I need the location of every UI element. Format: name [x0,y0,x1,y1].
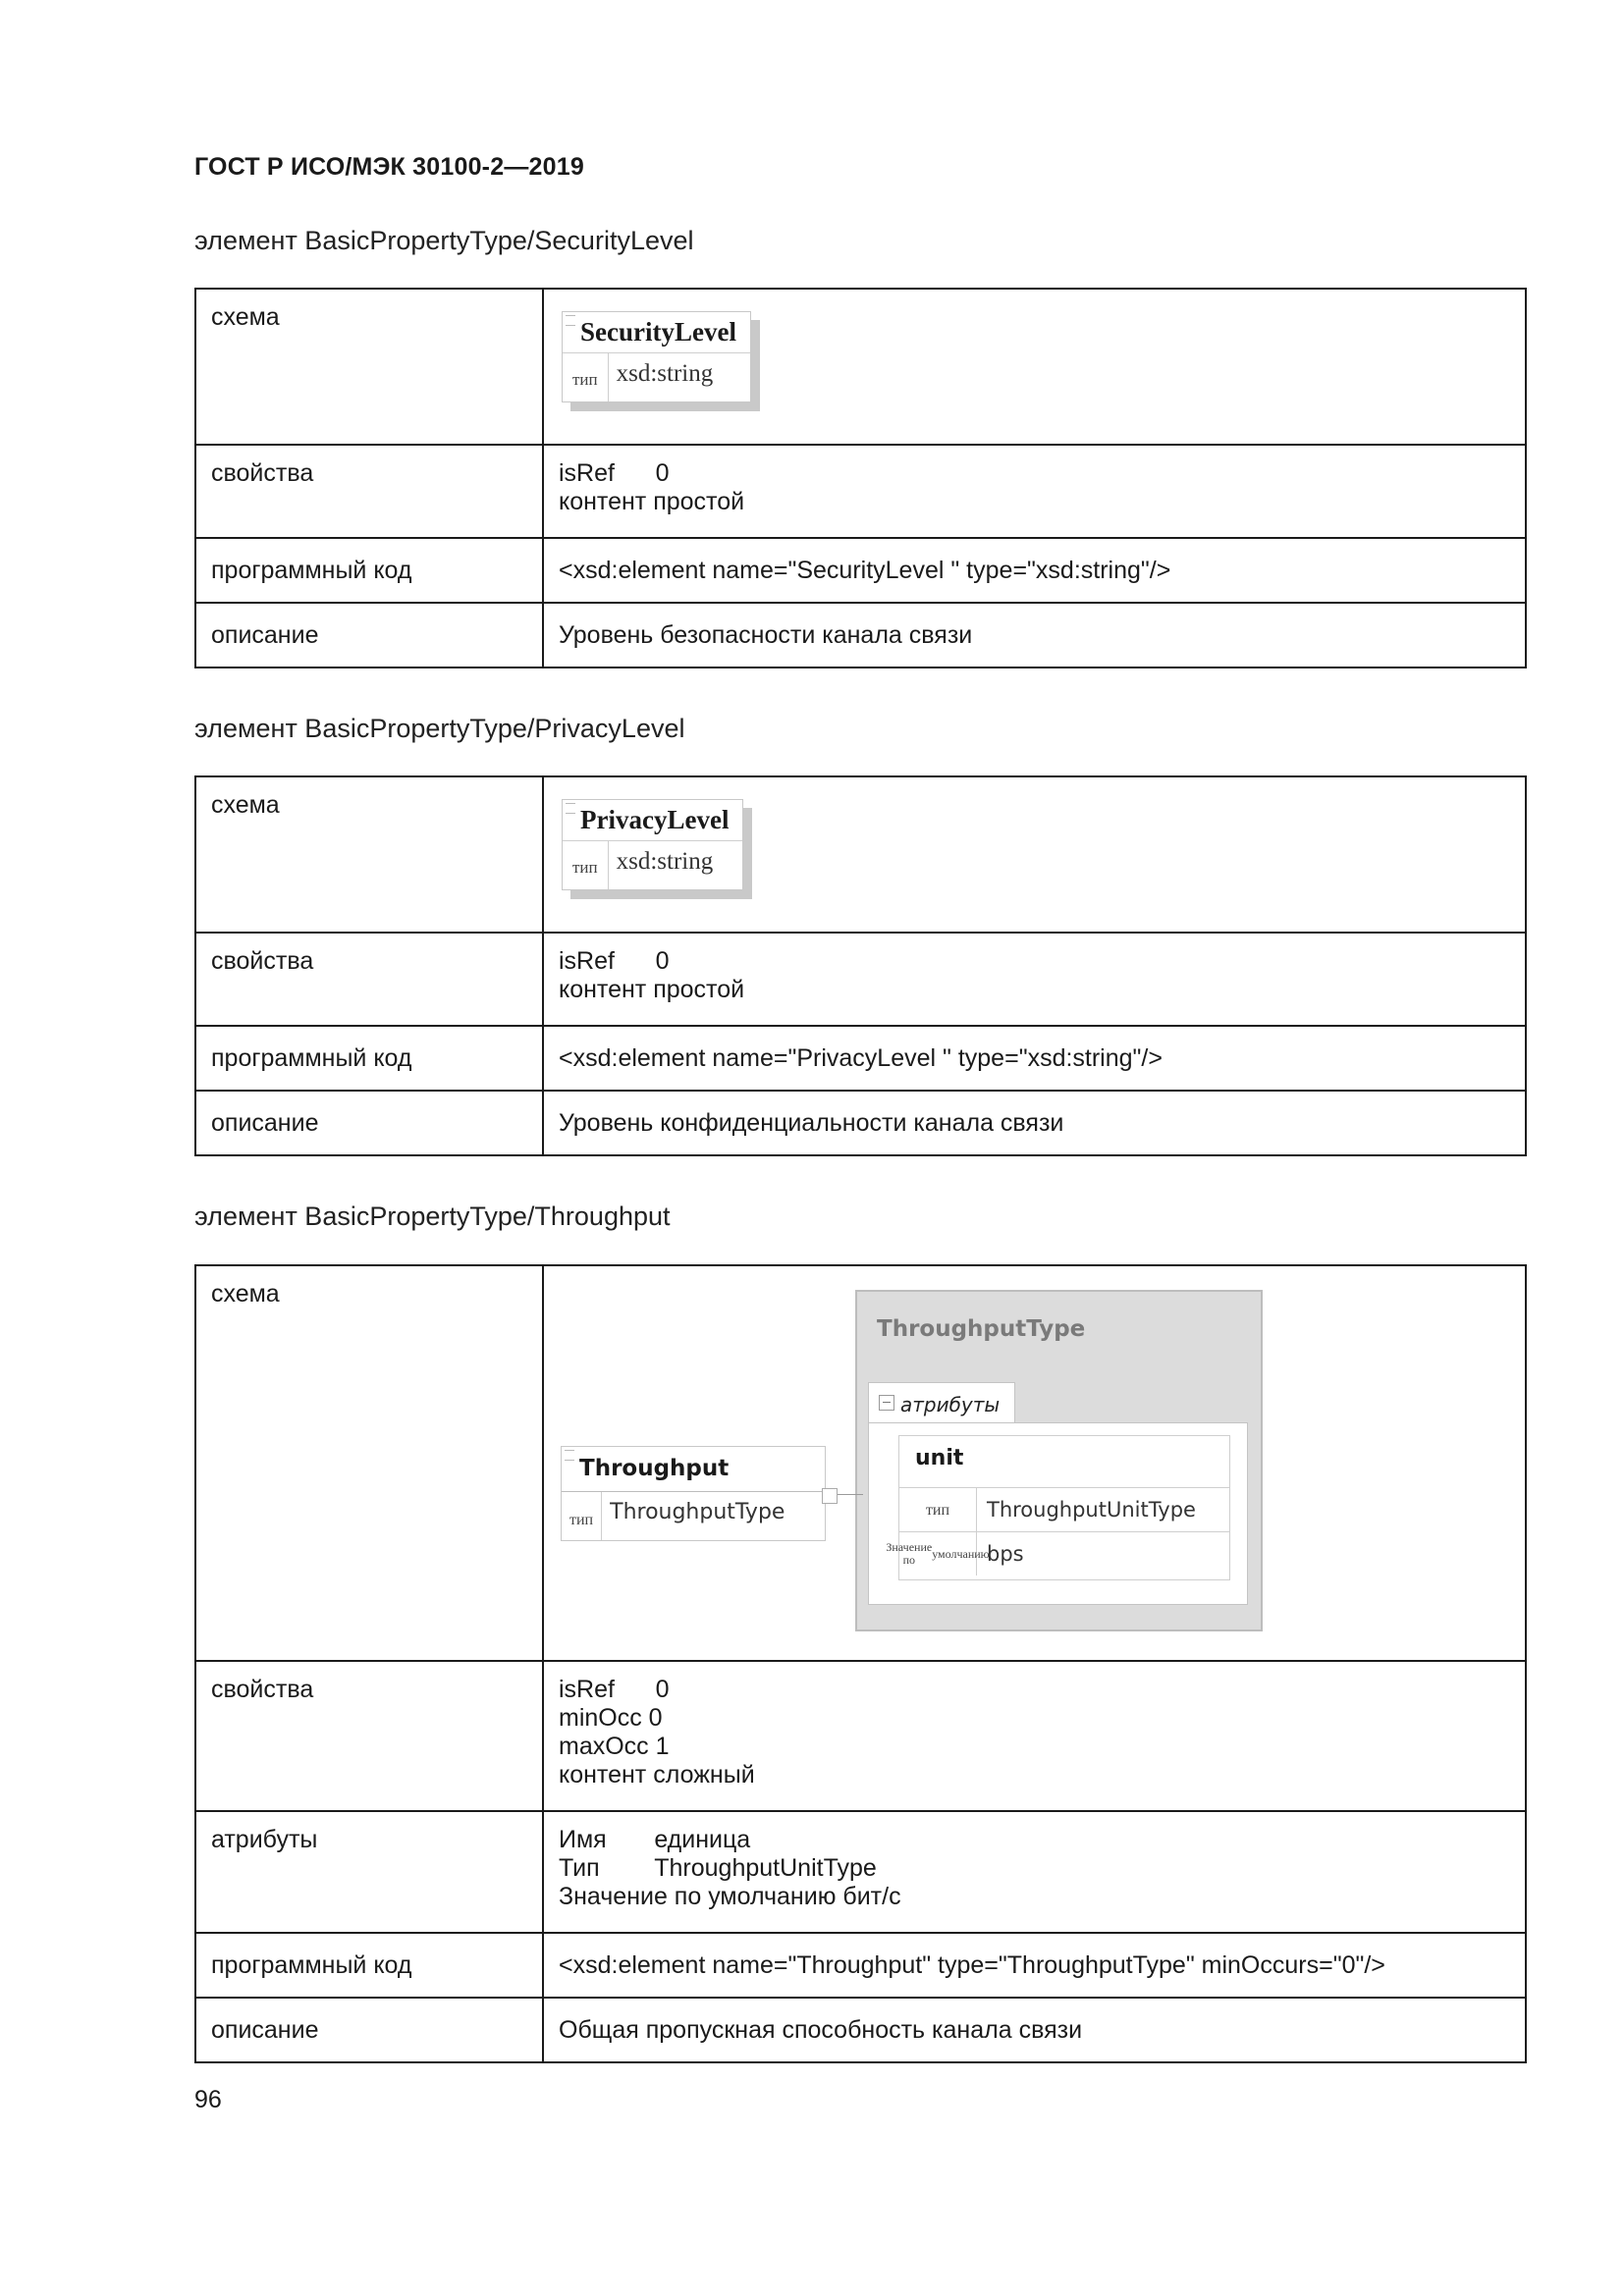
schema-row [195,1265,1526,1661]
type-value: xsd:string [616,360,714,387]
description-label: описание [195,1091,543,1155]
properties-row [195,933,1526,1026]
complex-type-box [855,1290,1263,1631]
schema-label: схема [195,776,543,933]
type-value: ThroughputType [610,1500,785,1524]
element-marker-icon [566,803,575,814]
attribute-default-row [886,1532,1229,1575]
element-diagram-box [562,311,751,402]
code-value: <xsd:element name="Throughput" type="ThroughputType" minOccurs="0"/> [543,1933,1526,1998]
attribute-type-label: тип [899,1488,977,1531]
property-line: isRef 0 [559,947,670,975]
description-row [195,1998,1526,2062]
description-label: описание [195,603,543,667]
property-line: isRef 0 [559,459,670,487]
code-row [195,1933,1526,1998]
expand-connector-icon[interactable] [822,1488,838,1504]
type-value: xsd:string [616,848,714,875]
attribute-type-row [899,1488,1229,1532]
spec-table-privacy-level [194,775,1527,1156]
property-line: isRef 0 [559,1676,670,1703]
element-diagram-box [561,1446,826,1541]
property-line: maxOcc 1 [559,1733,670,1760]
attributes-panel [868,1422,1248,1605]
element-type-row [563,841,742,889]
attribute-name: unit [899,1436,1229,1488]
properties-row [195,445,1526,538]
type-label: тип [562,1492,602,1540]
element-name: Throughput [579,1456,730,1481]
description-row [195,603,1526,667]
attribute-unit-box [886,1435,1230,1580]
page-number: 96 [194,2086,222,2113]
attribute-line: Имя единица [559,1826,751,1853]
properties-value [543,933,1526,1026]
code-row [195,538,1526,603]
attribute-type-value: ThroughputUnitType [987,1497,1196,1522]
code-value: <xsd:element name="SecurityLevel " type="xsd:string"/> [543,538,1526,603]
element-marker-icon [565,1450,574,1461]
attribute-default-value: bps [987,1541,1024,1566]
schema-diagram-cell [543,776,1526,933]
description-value: Общая пропускная способность канала связи [543,1998,1526,2062]
properties-value [543,445,1526,538]
schema-row [195,776,1526,933]
properties-label: свойства [195,445,543,538]
default-label-line1: Значение по [886,1540,933,1567]
type-label: тип [563,353,609,401]
code-row [195,1026,1526,1091]
schema-diagram-cell [543,1265,1526,1661]
schema-row [195,289,1526,445]
schema-label: схема [195,289,543,445]
description-value: Уровень безопасности канала связи [543,603,1526,667]
code-label: программный код [195,1026,543,1091]
element-name-header [562,1447,825,1492]
description-value: Уровень конфиденциальности канала связи [543,1091,1526,1155]
description-label: описание [195,1998,543,2062]
spec-table-throughput [194,1264,1527,2063]
properties-value [543,1661,1526,1811]
element-marker-icon [566,315,575,326]
standard-header: ГОСТ Р ИСО/МЭК 30100-2—2019 [194,153,584,181]
element-name: SecurityLevel [580,317,736,347]
properties-row [195,1661,1526,1811]
properties-label: свойства [195,1661,543,1811]
property-line: контент простой [559,976,745,1003]
attribute-line: Тип ThroughputUnitType [559,1854,877,1882]
default-label-line2: умолчанию [932,1546,990,1561]
type-label: тип [563,841,609,889]
property-line: контент сложный [559,1761,755,1789]
element-name-header [563,312,750,353]
complex-type-name: ThroughputType [877,1316,1086,1342]
attributes-tab[interactable] [868,1382,1015,1423]
element-name-header [563,800,742,841]
description-row [195,1091,1526,1155]
element-type-row [562,1492,825,1540]
code-value: <xsd:element name="PrivacyLevel " type="xsd:string"/> [543,1026,1526,1091]
property-line: minOcc 0 [559,1704,663,1732]
element-type-row [563,353,750,401]
section-caption-privacy-level: элемент BasicPropertyType/PrivacyLevel [194,714,685,743]
code-label: программный код [195,1933,543,1998]
section-caption-throughput: элемент BasicPropertyType/Throughput [194,1201,671,1231]
properties-label: свойства [195,933,543,1026]
element-diagram-box [562,799,743,890]
attributes-label: атрибуты [195,1811,543,1933]
attribute-default-label [886,1532,990,1575]
attributes-row [195,1811,1526,1933]
section-caption-security-level: элемент BasicPropertyType/SecurityLevel [194,226,694,255]
code-label: программный код [195,538,543,603]
collapse-icon[interactable] [879,1395,894,1411]
property-line: контент простой [559,488,745,515]
schema-label: схема [195,1265,543,1661]
attribute-line: Значение по умолчанию бит/с [559,1883,901,1910]
attributes-value [543,1811,1526,1933]
attributes-tab-label: атрибуты [900,1393,1001,1416]
schema-diagram-cell [543,289,1526,445]
spec-table-security-level [194,288,1527,668]
element-name: PrivacyLevel [580,805,730,834]
